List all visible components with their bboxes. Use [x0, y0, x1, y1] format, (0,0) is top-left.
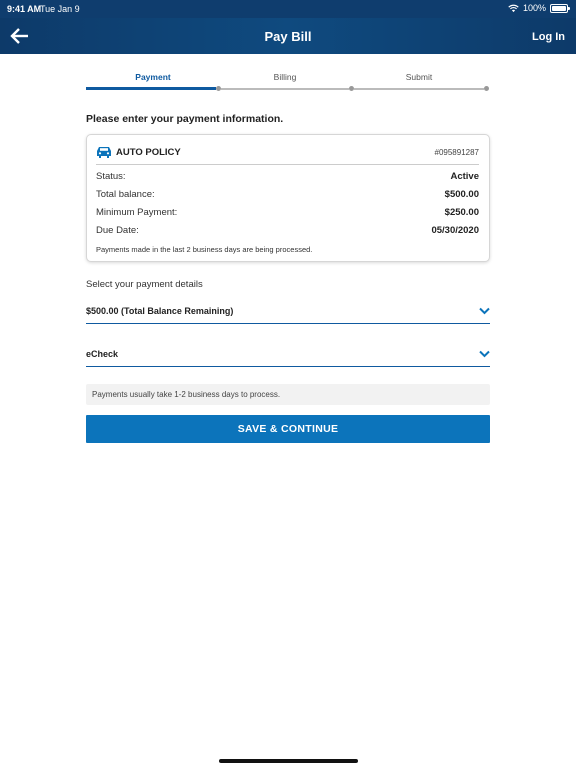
step-track-submit — [354, 88, 484, 90]
policy-title: AUTO POLICY — [116, 147, 181, 158]
chevron-down-icon — [479, 350, 490, 358]
chevron-down-icon — [479, 307, 490, 315]
policy-number: #095891287 — [434, 148, 479, 157]
step-dot-3 — [484, 86, 489, 91]
step-track-payment — [86, 87, 216, 90]
step-billing[interactable]: Billing — [273, 72, 297, 82]
payment-details-label: Select your payment details — [86, 279, 203, 290]
step-payment[interactable]: Payment — [135, 72, 171, 82]
save-continue-button[interactable]: SAVE & CONTINUE — [86, 415, 490, 443]
status-bar — [0, 0, 576, 18]
page-title: Pay Bill — [264, 29, 312, 44]
status-row — [96, 171, 479, 185]
payment-amount-dropdown[interactable] — [86, 304, 490, 324]
minimum-payment-value: $250.00 — [444, 207, 479, 218]
status-label: Status: — [96, 171, 126, 182]
progress-stepper — [86, 70, 490, 94]
instruction-heading: Please enter your payment information. — [86, 113, 284, 125]
status-value: Active — [450, 171, 479, 182]
card-divider — [96, 164, 479, 165]
policy-card — [86, 134, 490, 262]
due-date-value: 05/30/2020 — [431, 225, 479, 236]
minimum-payment-label: Minimum Payment: — [96, 207, 178, 218]
car-icon — [96, 146, 112, 158]
processing-info-text: Payments usually take 1-2 business days to process. — [92, 390, 281, 399]
total-balance-row — [96, 189, 479, 203]
step-submit[interactable]: Submit — [405, 72, 433, 82]
payment-amount-value: $500.00 (Total Balance Remaining) — [86, 306, 234, 316]
total-balance-label: Total balance: — [96, 189, 155, 200]
processing-note: Payments made in the last 2 business days are being processed. — [96, 245, 313, 254]
total-balance-value: $500.00 — [444, 189, 479, 200]
due-date-label: Due Date: — [96, 225, 139, 236]
payment-method-dropdown[interactable] — [86, 347, 490, 367]
minimum-payment-row — [96, 207, 479, 221]
status-date: Tue Jan 9 — [40, 4, 80, 14]
battery-icon — [550, 4, 568, 13]
login-button[interactable]: Log In — [532, 31, 565, 43]
status-right — [508, 3, 568, 13]
payment-method-value: eCheck — [86, 349, 119, 359]
step-track-billing — [221, 88, 349, 90]
processing-info-box — [86, 384, 490, 405]
home-indicator[interactable] — [219, 759, 358, 763]
wifi-icon — [508, 4, 519, 13]
battery-percent: 100% — [522, 3, 546, 13]
app-header — [0, 18, 576, 54]
status-time: 9:41 AM — [7, 4, 42, 14]
due-date-row — [96, 225, 479, 239]
